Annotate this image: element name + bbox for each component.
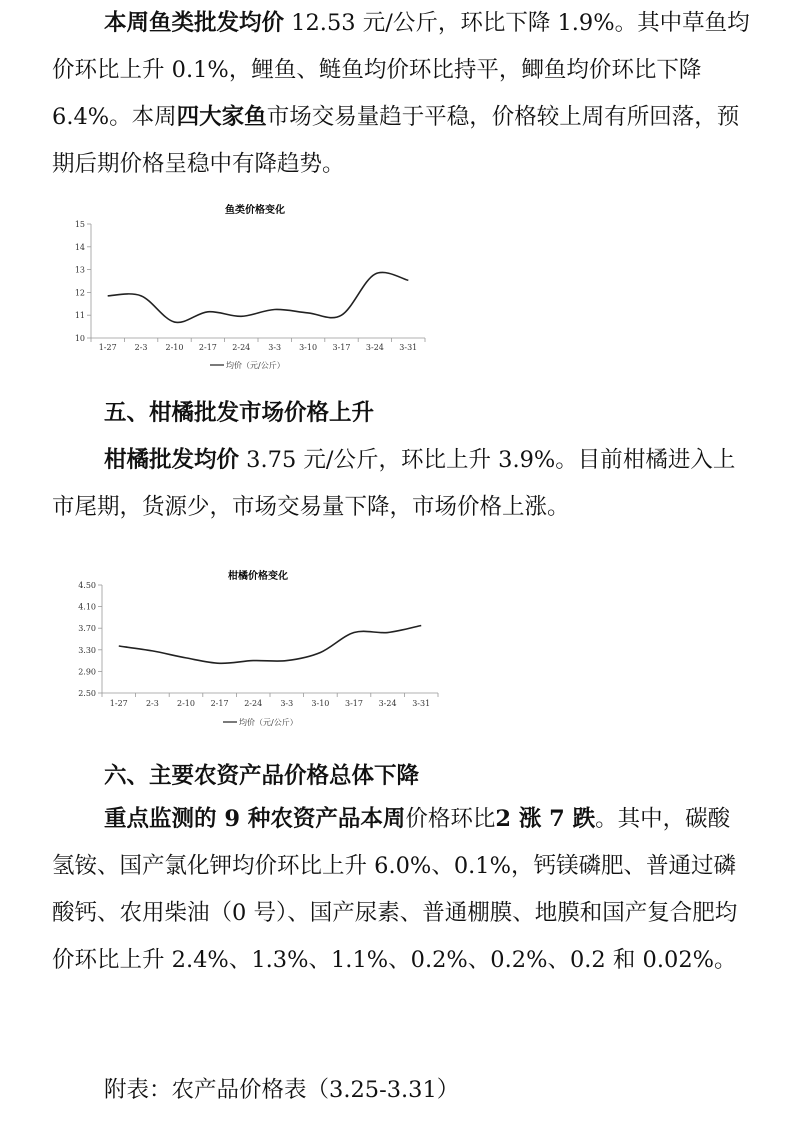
x-tick-label: 3-10 bbox=[311, 699, 330, 708]
section5-text: 3.75 元/公斤，环比上升 3.9%。目前柑橘进入上市尾期，货源少，市场交易量下降，市场价格上涨。 bbox=[52, 447, 736, 520]
x-tick-label: 3-24 bbox=[365, 343, 384, 352]
y-tick-label: 14 bbox=[74, 242, 85, 252]
x-tick-label: 3-31 bbox=[399, 343, 418, 352]
citrus-chart-svg bbox=[58, 563, 448, 741]
series-line bbox=[108, 272, 409, 322]
y-tick-label: 12 bbox=[74, 288, 85, 298]
x-tick-label: 2-3 bbox=[134, 343, 148, 352]
x-tick-label: 3-3 bbox=[280, 699, 294, 708]
section5-heading: 五、柑橘批发市场价格上升 bbox=[104, 400, 375, 426]
x-tick-label: 2-10 bbox=[177, 699, 195, 708]
citrus-price-chart bbox=[58, 563, 448, 741]
chart-title: 柑橘价格变化 bbox=[228, 571, 288, 582]
fish-lead: 本周鱼类批发均价 bbox=[104, 10, 285, 36]
section5-paragraph bbox=[52, 437, 752, 531]
x-tick-label: 3-10 bbox=[299, 343, 318, 352]
legend-label: 均价（元/公斤） bbox=[226, 361, 285, 370]
x-tick-label: 2-24 bbox=[244, 699, 263, 708]
section6-heading: 六、主要农资产品价格总体下降 bbox=[104, 763, 420, 789]
section6-text-1: 价格环比 bbox=[405, 806, 496, 832]
x-tick-label: 3-31 bbox=[412, 699, 431, 708]
y-tick-label: 4.10 bbox=[78, 602, 96, 612]
y-tick-label: 4.50 bbox=[78, 581, 96, 590]
fish-paragraph bbox=[52, 0, 752, 188]
section5-lead: 柑橘批发均价 bbox=[104, 447, 240, 473]
y-tick-label: 13 bbox=[74, 265, 85, 275]
x-tick-label: 2-10 bbox=[165, 343, 184, 352]
y-tick-label: 10 bbox=[74, 334, 85, 343]
x-tick-label: 2-24 bbox=[232, 343, 251, 352]
x-tick-label: 2-17 bbox=[198, 343, 217, 352]
y-tick-label: 2.90 bbox=[78, 667, 96, 677]
fish-text-2: 市场交易量趋于平稳，价格较上周有所回落，预期后期价格呈稳中有降趋势。 bbox=[52, 104, 740, 177]
x-tick-label: 2-3 bbox=[145, 699, 159, 708]
chart-title: 鱼类价格变化 bbox=[225, 205, 285, 216]
appendix-caption: 附表：农产品价格表（3.25-3.31） bbox=[104, 1077, 460, 1103]
section6-bold-2: 2 涨 7 跌 bbox=[495, 806, 596, 832]
y-tick-label: 11 bbox=[74, 311, 85, 321]
x-tick-label: 3-3 bbox=[268, 343, 282, 352]
series-line bbox=[119, 626, 421, 664]
x-tick-label: 3-24 bbox=[378, 699, 397, 708]
x-tick-label: 1-27 bbox=[98, 343, 117, 352]
fish-price-chart bbox=[55, 196, 435, 381]
fish-text-1: 12.53 元/公斤，环比下降 1.9%。其中草鱼均价环比上升 0.1%，鲤鱼、鲢鱼均价环比持平，鲫鱼均价环比下降 6.4%。本周 bbox=[52, 10, 750, 130]
y-tick-label: 3.70 bbox=[78, 624, 96, 634]
x-tick-label: 1-27 bbox=[109, 699, 128, 708]
fish-chart-svg bbox=[55, 196, 435, 381]
legend-label: 均价（元/公斤） bbox=[239, 718, 298, 727]
section6-text-2: 。其中，碳酸氢铵、国产氯化钾均价环比上升 6.0%、0.1%，钙镁磷肥、普通过磷酸钙、农用柴油（0 号）、国产尿素、普通棚膜、地膜和国产复合肥均价环比上升 2.4%、1.3%、1.1%、0.2%、0.2%、0.2 和 0.02%。 bbox=[52, 806, 738, 973]
fish-bold-2: 四大家鱼 bbox=[176, 104, 267, 130]
y-tick-label: 3.30 bbox=[78, 645, 96, 655]
y-tick-label: 2.50 bbox=[78, 689, 96, 698]
section6-lead: 重点监测的 9 种农资产品本周 bbox=[104, 806, 406, 832]
y-tick-label: 15 bbox=[74, 220, 85, 229]
x-tick-label: 3-17 bbox=[332, 343, 351, 352]
section6-paragraph bbox=[52, 796, 752, 984]
x-tick-label: 3-17 bbox=[345, 699, 363, 708]
x-tick-label: 2-17 bbox=[210, 699, 229, 708]
